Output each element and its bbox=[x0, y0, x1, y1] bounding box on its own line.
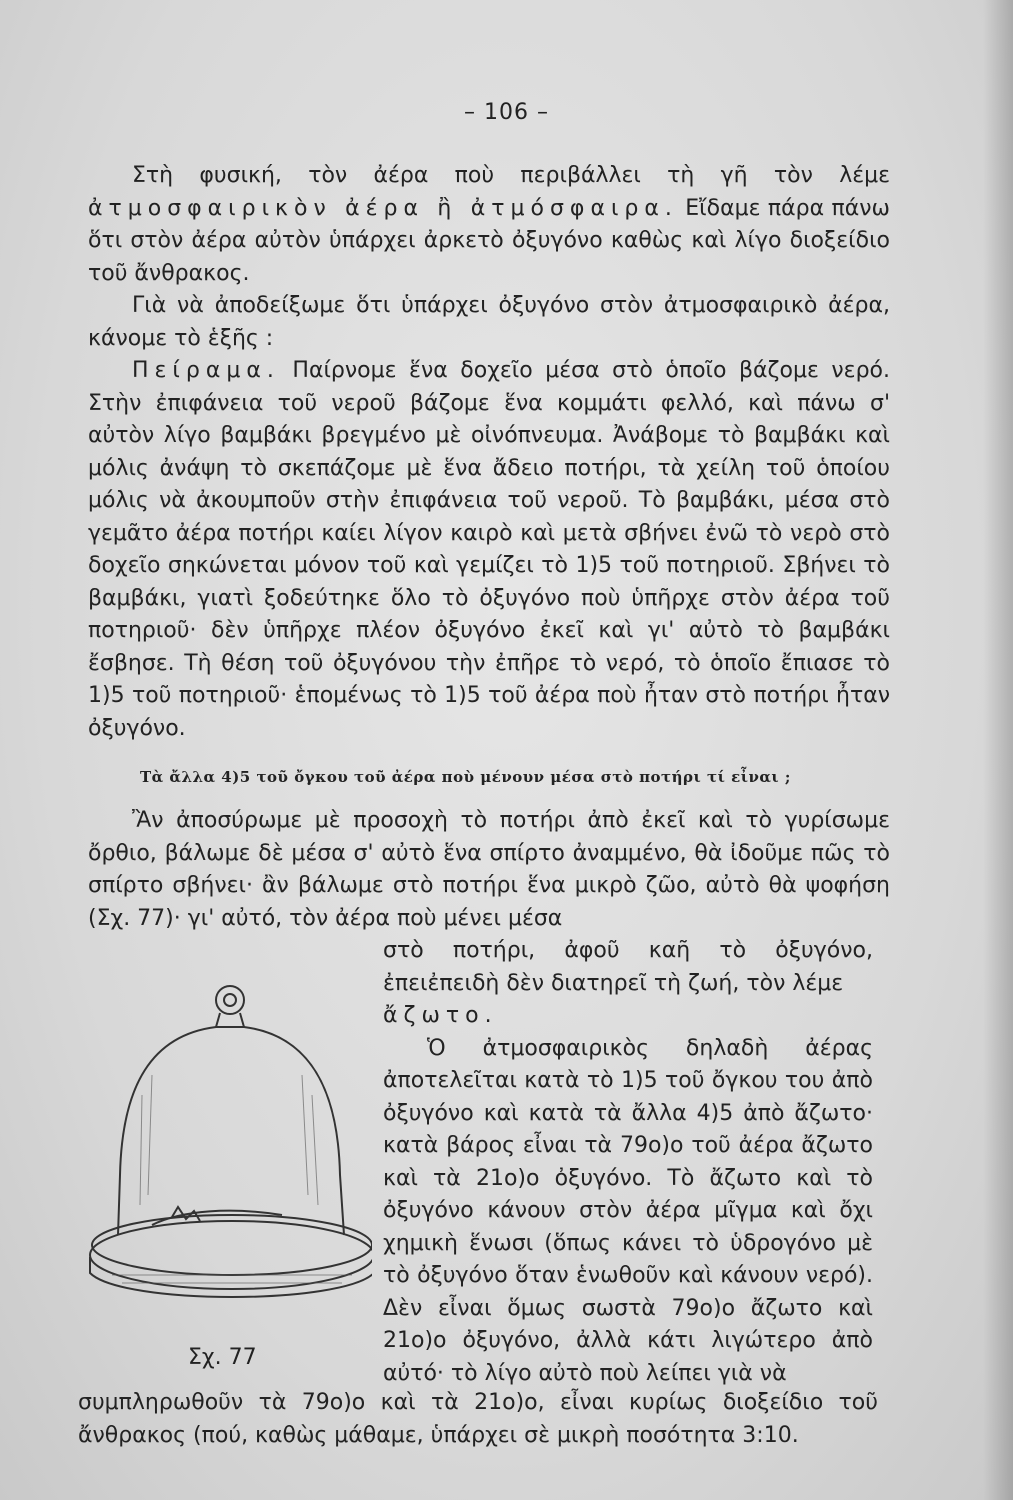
section-conclusion bbox=[78, 1387, 878, 1452]
bell-jar-illustration bbox=[82, 975, 372, 1315]
subheading-question: Τὰ ἄλλα 4)5 τοῦ ὄγκου τοῦ ἀέρα ποὺ μένουν μέσα στὸ ποτήρι τί εἶναι ; bbox=[140, 768, 791, 786]
paragraph-composition: Ὁ ἀτμοσφαιρικὸς δηλαδὴ ἀέρας ἀποτελεῖται κατὰ τὸ 1)5 τοῦ ὄγκου του ἀπὸ ὀξυγόνο καὶ κατὰ τὰ ἄλλα 4)5 ἀπὸ ἄζωτο· κατὰ βάρος εἶναι τὰ 79ο)ο τοῦ ἀέρα ἄζωτο καὶ τὰ 21ο)ο ὀξυγόνο. Τὸ ἄζωτο καὶ τὸ ὀξυγόνο κάνουν στὸν ἀέρα μῖγμα καὶ ὄχι χημικὴ ἕνωσι (ὅπως κάνει τὸ ὑδρογόνο μὲ τὸ ὀξυγόνο ὅταν ἑνωθοῦν καὶ κάνουν νερό). Δὲν εἶναι ὅμως σωστὰ 79ο)ο ἄζωτο καὶ 21ο)ο ὀξυγόνο, ἀλλὰ κάτι λιγώτερο ἀπὸ αὐτό· τὸ λίγο αὐτὸ ποὺ λείπει γιὰ νὰ bbox=[383, 1035, 873, 1386]
paragraph-conclusion: συμπληρωθοῦν τὰ 79ο)ο καὶ τὰ 21ο)ο, εἶναι κυρίως διοξείδιο τοῦ ἄνθρακος (πού, καθὼς μάθαμε, ὑπάρχει σὲ μικρὴ ποσότητα 3:10. bbox=[78, 1390, 878, 1448]
paragraph-continuation: στὸ ποτήρι, ἀφοῦ καῆ τὸ ὀξυγόνο, ἐπειἐπειδὴ δὲν διατηρεῖ τὴ ζωή, τὸν λέμε bbox=[383, 938, 873, 996]
right-column-text bbox=[383, 935, 873, 1390]
spaced-term-atmosphere: ἀτμοσφαιρικὸν ἀέρα ἢ ἀτμόσφαιρα. bbox=[88, 195, 678, 221]
figure-caption: Σχ. 77 bbox=[188, 1345, 257, 1370]
section-intro bbox=[88, 160, 890, 745]
page-number: – 106 – bbox=[464, 100, 549, 125]
paragraph-text: Στὴ φυσική, τὸν ἀέρα ποὺ περιβάλλει τὴ γῆ τὸν λέμε bbox=[132, 163, 890, 188]
figure-bell-jar bbox=[82, 975, 372, 1315]
paragraph-atmosphere bbox=[88, 160, 890, 290]
spaced-term-experiment: Πείραμα. bbox=[132, 358, 280, 383]
paragraph-match: Ἂν ἀποσύρωμε μὲ προσοχὴ τὸ ποτήρι ἀπὸ ἐκεῖ καὶ τὸ γυρίσωμε ὄρθιο, βάλωμε δὲ μέσα σ' αὐτὸ ἕνα σπίρτο ἀναμμένο, θὰ ἰδοῦμε πῶς τὸ σπίρτο σβήνει· ἂν βάλωμε στὸ ποτήρι ἕνα μικρὸ ζῶο, αὐτὸ θὰ ψοφήση (Σχ. 77)· γι' αὐτό, τὸν ἀέρα ποὺ μένει μέσα bbox=[88, 808, 890, 931]
page-edge-shadow bbox=[983, 0, 1013, 1500]
paragraph-text: Εἴδαμε πάρα πάνω ὅτι στὸν ἀέρα αὐτὸν ὑπάρχει ἀρκετὸ ὀξυγόνο καθὼς καὶ λίγο διοξείδιο τοῦ ἄνθρακος. bbox=[88, 195, 890, 286]
paragraph-text: Παίρνομε ἕνα δοχεῖο μέσα στὸ ὁποῖο βάζομε νερό. Στὴν ἐπιφάνεια τοῦ νεροῦ βάζομε ἕνα κομμάτι φελλό, καὶ πάνω σ' αὐτὸν λίγο βαμβάκι βρεγμένο μὲ οἰνόπνευμα. Ἀνάβομε τὸ βαμβάκι καὶ μόλις ἀνάψη τὸ σκεπάζομε μὲ ἕνα ἄδειο ποτήρι, τὰ χείλη τοῦ ὁποίου μόλις νὰ ἀκουμποῦν στὴν ἐπιφάνεια τοῦ νεροῦ. Τὸ βαμβάκι, μέσα στὸ γεμᾶτο ἀέρα ποτήρι καίει λίγον καιρὸ καὶ μετὰ σβήνει ἐνῶ τὸ νερὸ στὸ δοχεῖο σηκώνεται μόνον τοῦ καὶ γεμίζει τὸ 1)5 τοῦ ποτηριοῦ. Σβήνει τὸ βαμβάκι, γιατὶ ξοδεύτηκε ὅλο τὸ ὀξυγόνο ποὺ ὑπῆρχε στὸν ἀέρα τοῦ ποτηριοῦ· δὲν ὑπῆρχε πλέον ὀξυγόνο ἐκεῖ καὶ γι' αὐτὸ τὸ βαμβάκι ἔσβησε. Τὴ θέση τοῦ ὀξυγόνου τὴν ἐπῆρε τὸ νερό, τὸ ὁποῖο ἔπιασε τὸ 1)5 τοῦ ποτηριοῦ· ἑπομένως τὸ 1)5 τοῦ ἀέρα ποὺ ἦταν στὸ ποτήρι ἦταν ὀξυγόνο. bbox=[88, 358, 890, 741]
paragraph-experiment bbox=[88, 355, 890, 745]
paragraph-proof: Γιὰ νὰ ἀποδείξωμε ὅτι ὑπάρχει ὀξυγόνο στὸν ἀτμοσφαιρικὸ ἀέρα, κάνομε τὸ ἑξῆς : bbox=[88, 293, 890, 351]
section-nitrogen bbox=[88, 805, 890, 935]
spaced-term-nitrogen: ἄζωτο. bbox=[383, 1003, 498, 1028]
